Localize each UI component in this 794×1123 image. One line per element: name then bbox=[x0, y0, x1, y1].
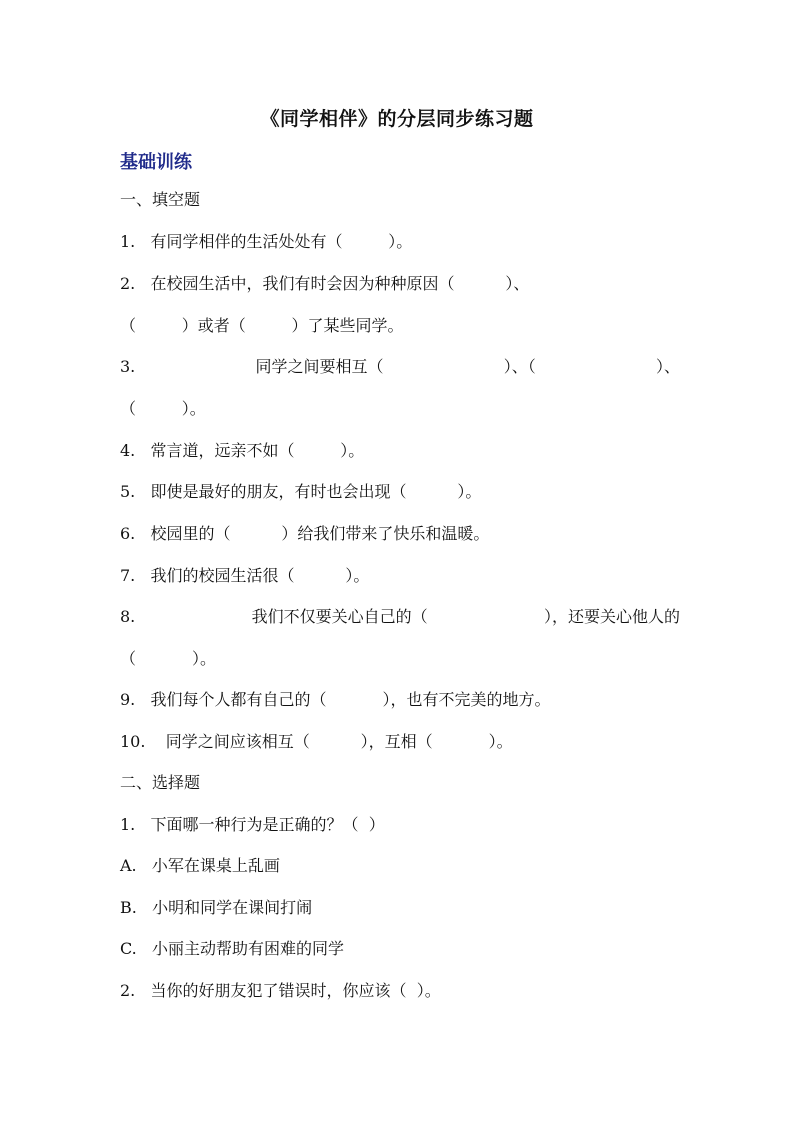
question-8-line1 bbox=[120, 607, 680, 627]
question-3-middle: ）、（ bbox=[503, 357, 536, 376]
question-6: 6. 校园里的（ ）给我们带来了快乐和温暖。 bbox=[120, 524, 490, 543]
question-3-end: ）、 bbox=[655, 357, 680, 376]
question-10: 10. 同学之间应该相互（ ），互相（ ）。 bbox=[120, 732, 513, 751]
question-3-line2: （ ）。 bbox=[120, 399, 206, 418]
section-heading: 基础训练 bbox=[120, 152, 192, 173]
question-2-line2: （ ）或者（ ）了某些同学。 bbox=[120, 316, 404, 335]
choice-option-c: C. 小丽主动帮助有困难的同学 bbox=[120, 939, 345, 958]
choice-question-1: 1. 下面哪一种行为是正确的？（ ） bbox=[120, 815, 385, 834]
choice-option-a: A. 小军在课桌上乱画 bbox=[120, 856, 280, 875]
question-1: 1. 有同学相伴的生活处处有（ ）。 bbox=[120, 232, 413, 251]
question-3-text: 同学之间要相互（ bbox=[255, 357, 384, 376]
question-8-end: ），还要关心他人的 bbox=[543, 607, 680, 626]
question-5: 5. 即使是最好的朋友，有时也会出现（ ）。 bbox=[120, 482, 482, 501]
question-8-text: 我们不仅要关心自己的（ bbox=[251, 607, 428, 626]
question-2-line1: 2. 在校园生活中，我们有时会因为种种原因（ ）、 bbox=[120, 274, 530, 293]
part1-heading: 一、填空题 bbox=[120, 190, 201, 209]
choice-question-2: 2. 当你的好朋友犯了错误时，你应该（ ）。 bbox=[120, 981, 441, 1000]
question-3-number: 3. bbox=[120, 357, 136, 376]
question-8-line2: （ ）。 bbox=[120, 649, 216, 668]
question-8-number: 8. bbox=[120, 607, 136, 626]
page-title: 《同学相伴》的分层同步练习题 bbox=[260, 108, 534, 130]
choice-option-b: B. 小明和同学在课间打闹 bbox=[120, 898, 313, 917]
question-7: 7. 我们的校园生活很（ ）。 bbox=[120, 566, 370, 585]
question-3-line1 bbox=[120, 357, 680, 377]
part2-heading: 二、选择题 bbox=[120, 773, 201, 792]
question-9: 9. 我们每个人都有自己的（ ），也有不完美的地方。 bbox=[120, 690, 551, 709]
question-4: 4. 常言道，远亲不如（ ）。 bbox=[120, 441, 365, 460]
